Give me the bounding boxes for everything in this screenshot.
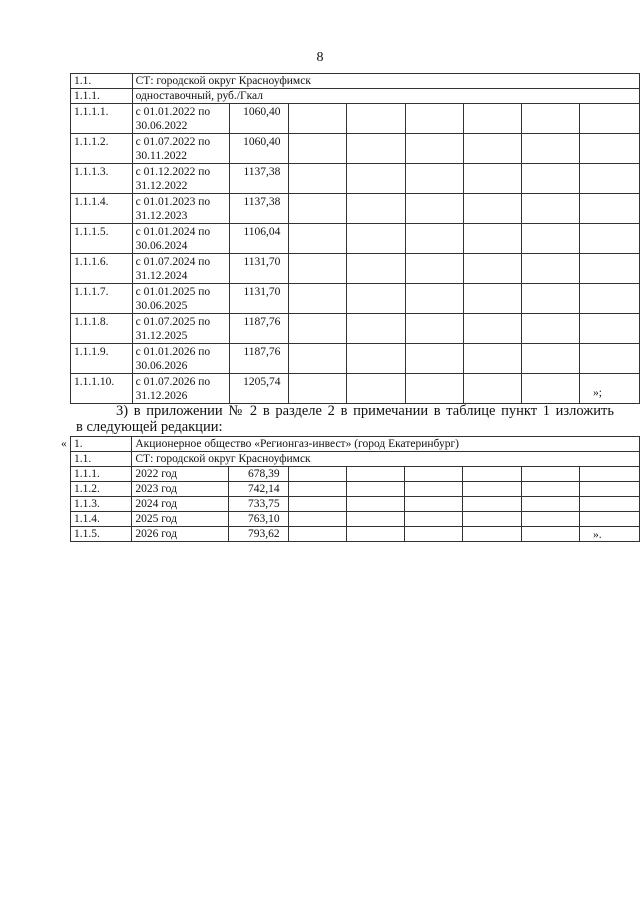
tariff-value: 678,39 (228, 467, 288, 482)
empty-cell (405, 344, 463, 374)
empty-cell (522, 467, 580, 482)
empty-cell (522, 497, 580, 512)
period-cell (132, 314, 229, 344)
tariff-table-2 (70, 436, 640, 542)
tariff-value: 1205,74 (229, 374, 289, 404)
empty-cell (405, 164, 463, 194)
table-row (71, 134, 640, 164)
row-number: 1.1.1.3. (71, 164, 133, 194)
year-cell: 2023 год (132, 482, 229, 497)
empty-cell (463, 344, 522, 374)
tariff-value: 1137,38 (229, 194, 289, 224)
empty-cell (463, 284, 522, 314)
table-row (71, 527, 640, 542)
empty-cell (522, 374, 580, 404)
empty-cell (522, 482, 580, 497)
empty-cell (289, 374, 347, 404)
empty-cell (346, 467, 405, 482)
period-cell (132, 134, 229, 164)
period-start: с 01.01.2023 по (135, 196, 211, 208)
period-start: с 01.01.2022 по (135, 106, 211, 118)
empty-cell (580, 194, 640, 224)
empty-cell (522, 284, 580, 314)
row-number: 1.1.3. (71, 497, 132, 512)
empty-cell (405, 512, 463, 527)
period-start: с 01.07.2022 по (135, 136, 211, 148)
row-number: 1.1.1.6. (71, 254, 133, 284)
table-row (71, 284, 640, 314)
closing-quote-table-1: »; (593, 387, 602, 399)
year-cell: 2025 год (132, 512, 229, 527)
period-cell (132, 164, 229, 194)
empty-cell (463, 104, 522, 134)
empty-cell (405, 467, 463, 482)
year-cell: 2026 год (132, 527, 229, 542)
period-end: 30.06.2025 (135, 300, 188, 312)
empty-cell (347, 104, 406, 134)
tariff-value: 1131,70 (229, 284, 289, 314)
tariff-value: 1106,04 (229, 224, 289, 254)
empty-cell (289, 344, 347, 374)
period-end: 30.06.2024 (135, 240, 188, 252)
period-cell (132, 284, 229, 314)
year-cell: 2022 год (132, 467, 229, 482)
tariff-value: 733,75 (228, 497, 288, 512)
empty-cell (580, 254, 640, 284)
empty-cell (463, 194, 522, 224)
empty-cell (288, 527, 346, 542)
period-end: 31.12.2025 (135, 330, 188, 342)
row-number: 1.1.1.9. (71, 344, 133, 374)
tariff-value: 1131,70 (229, 254, 289, 284)
empty-cell (289, 314, 347, 344)
empty-cell (522, 194, 580, 224)
period-cell (132, 374, 229, 404)
empty-cell (580, 512, 640, 527)
table-row (71, 512, 640, 527)
empty-cell (580, 497, 640, 512)
empty-cell (580, 482, 640, 497)
empty-cell (405, 284, 463, 314)
row-number: 1.1.1.4. (71, 194, 133, 224)
row-number: 1.1. (71, 74, 133, 89)
row-number: 1.1.1.10. (71, 374, 133, 404)
table-header-row (71, 452, 640, 467)
empty-cell (347, 254, 406, 284)
row-number: 1.1. (71, 452, 132, 467)
empty-cell (580, 134, 640, 164)
empty-cell (288, 497, 346, 512)
period-end: 31.12.2023 (135, 210, 188, 222)
tariff-value: 763,10 (228, 512, 288, 527)
header-text: Акционерное общество «Регионгаз-инвест» (город Екатеринбург) (132, 437, 640, 452)
empty-cell (522, 134, 580, 164)
table-header-row (71, 437, 640, 452)
row-number: 1.1.5. (71, 527, 132, 542)
empty-cell (347, 284, 406, 314)
empty-cell (288, 482, 346, 497)
empty-cell (405, 194, 463, 224)
period-start: с 01.01.2025 по (135, 286, 211, 298)
header-text: одноставочный, руб./Гкал (132, 89, 639, 104)
empty-cell (347, 194, 406, 224)
row-number: 1.1.1.8. (71, 314, 133, 344)
empty-cell (580, 224, 640, 254)
empty-cell (463, 467, 522, 482)
header-text: СТ: городской округ Красноуфимск (132, 74, 639, 89)
tariff-value: 1187,76 (229, 314, 289, 344)
tariff-value: 1137,38 (229, 164, 289, 194)
empty-cell (580, 527, 640, 542)
empty-cell (463, 314, 522, 344)
empty-cell (347, 314, 406, 344)
empty-cell (463, 512, 522, 527)
empty-cell (405, 254, 463, 284)
table-row (71, 482, 640, 497)
row-number: 1.1.4. (71, 512, 132, 527)
empty-cell (347, 374, 406, 404)
empty-cell (346, 497, 405, 512)
empty-cell (522, 344, 580, 374)
period-end: 30.06.2026 (135, 360, 188, 372)
period-end: 30.11.2022 (135, 150, 187, 162)
period-start: с 01.12.2022 по (135, 166, 211, 178)
empty-cell (580, 284, 640, 314)
empty-cell (522, 527, 580, 542)
table-row (71, 164, 640, 194)
row-number: 1.1.1. (71, 89, 133, 104)
row-number: 1.1.1.1. (71, 104, 133, 134)
period-cell (132, 104, 229, 134)
empty-cell (463, 134, 522, 164)
empty-cell (580, 467, 640, 482)
period-start: с 01.01.2026 по (135, 346, 211, 358)
empty-cell (580, 164, 640, 194)
year-cell: 2024 год (132, 497, 229, 512)
tariff-value: 1060,40 (229, 104, 289, 134)
empty-cell (289, 194, 347, 224)
period-start: с 01.07.2026 по (135, 376, 211, 388)
period-cell (132, 194, 229, 224)
table-row (71, 194, 640, 224)
period-cell (132, 344, 229, 374)
period-start: с 01.07.2024 по (135, 256, 211, 268)
empty-cell (522, 104, 580, 134)
empty-cell (405, 482, 463, 497)
paragraph-line-1: 3) в приложении № 2 в разделе 2 в примечании в таблице пункт 1 изложить (116, 403, 614, 419)
page-number: 8 (316, 50, 324, 65)
empty-cell (288, 512, 346, 527)
row-number: 1.1.1.2. (71, 134, 133, 164)
header-text: СТ: городской округ Красноуфимск (132, 452, 640, 467)
empty-cell (289, 254, 347, 284)
empty-cell (346, 512, 405, 527)
period-cell (132, 224, 229, 254)
period-end: 31.12.2024 (135, 270, 188, 282)
closing-quote-table-2: ». (593, 529, 602, 541)
empty-cell (405, 104, 463, 134)
empty-cell (289, 134, 347, 164)
period-start: с 01.07.2025 по (135, 316, 211, 328)
empty-cell (580, 314, 640, 344)
table-row (71, 314, 640, 344)
empty-cell (405, 224, 463, 254)
table-row (71, 374, 640, 404)
empty-cell (347, 134, 406, 164)
empty-cell (463, 164, 522, 194)
empty-cell (346, 482, 405, 497)
tariff-value: 1187,76 (229, 344, 289, 374)
row-number: 1. (71, 437, 132, 452)
empty-cell (463, 374, 522, 404)
empty-cell (347, 224, 406, 254)
row-number: 1.1.2. (71, 482, 132, 497)
empty-cell (522, 512, 580, 527)
row-number: 1.1.1. (71, 467, 132, 482)
empty-cell (289, 224, 347, 254)
empty-cell (522, 164, 580, 194)
table-row (71, 104, 640, 134)
empty-cell (522, 224, 580, 254)
table-row (71, 254, 640, 284)
empty-cell (580, 374, 640, 404)
empty-cell (347, 164, 406, 194)
empty-cell (463, 527, 522, 542)
empty-cell (289, 104, 347, 134)
empty-cell (289, 164, 347, 194)
period-start: с 01.01.2024 по (135, 226, 211, 238)
table-row (71, 467, 640, 482)
tariff-value: 1060,40 (229, 134, 289, 164)
empty-cell (522, 314, 580, 344)
empty-cell (580, 104, 640, 134)
paragraph-line-2: в следующей редакции: (76, 419, 223, 435)
empty-cell (405, 374, 463, 404)
empty-cell (405, 527, 463, 542)
tariff-table-1 (70, 73, 640, 404)
table-header-row (71, 74, 640, 89)
empty-cell (405, 314, 463, 344)
row-number: 1.1.1.5. (71, 224, 133, 254)
empty-cell (463, 224, 522, 254)
empty-cell (463, 254, 522, 284)
empty-cell (463, 482, 522, 497)
period-end: 31.12.2022 (135, 180, 188, 192)
period-end: 30.06.2022 (135, 120, 188, 132)
amendment-paragraph (70, 403, 614, 435)
row-number: 1.1.1.7. (71, 284, 133, 314)
empty-cell (347, 344, 406, 374)
empty-cell (580, 344, 640, 374)
empty-cell (288, 467, 346, 482)
empty-cell (346, 527, 405, 542)
table-row (71, 497, 640, 512)
period-cell (132, 254, 229, 284)
table-header-row (71, 89, 640, 104)
table-row (71, 224, 640, 254)
period-end: 31.12.2026 (135, 390, 188, 402)
empty-cell (463, 497, 522, 512)
tariff-value: 742,14 (228, 482, 288, 497)
tariff-value: 793,62 (228, 527, 288, 542)
empty-cell (405, 497, 463, 512)
empty-cell (405, 134, 463, 164)
table-row (71, 344, 640, 374)
empty-cell (522, 254, 580, 284)
opening-quote-table-2: « (61, 438, 67, 450)
empty-cell (289, 284, 347, 314)
